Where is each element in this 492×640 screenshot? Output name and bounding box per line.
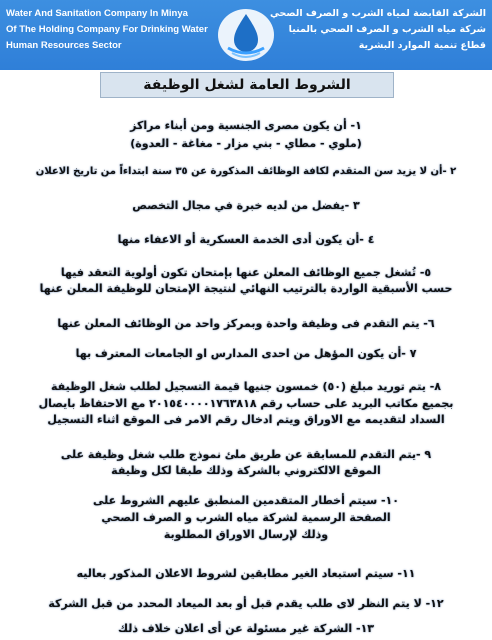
- condition-line-15: ١٠- سيتم أخطار المتقدمين المنطبق عليهم الشروط على: [93, 494, 399, 507]
- condition-line-5: ٤ -أن يكون أدى الخدمة العسكرية أو الاعفاء منها: [117, 233, 375, 246]
- header-ar-line-1: الشركة القابضة لمياه الشرب و الصرف الصحي: [269, 8, 486, 19]
- condition-line-3: ٢ -أن لا يزيد سن المتقدم لكافة الوظائف المذكورة عن ٣٥ سنة ابتداءاً من تاريخ الاعلان: [35, 166, 457, 177]
- condition-line-6: ٥- تُشغل جميع الوظائف المعلن عنها بإمتحان تكون أولوية التعقد فيها: [60, 266, 432, 279]
- condition-line-4: ٣ -يفضل من لديه خبرة في مجال التخصص: [132, 199, 360, 212]
- condition-line-18: ١١- سيتم استبعاد الغير مطابقين لشروط الاعلان المذكور بعاليه: [76, 567, 416, 580]
- condition-line-12: السداد لتقديمه مع الاوراق ويتم ادخال رقم الامر فى الموقع اثناء التسجيل: [47, 413, 445, 426]
- header-en-line-2: Of The Holding Company For Drinking Water: [6, 24, 208, 35]
- header-banner: [0, 0, 492, 70]
- condition-line-16: الصفحة الرسمية لشركة مياه الشرب و الصرف الصحي: [101, 511, 391, 524]
- header-ar-line-2: شركة مياه الشرب و الصرف الصحي بالمنيا: [288, 24, 486, 35]
- page-title: الشروط العامة لشغل الوظيفة: [143, 77, 351, 93]
- condition-line-2: (ملوي - مطاي - بني مزار - مغاغة - العدوة): [130, 137, 362, 150]
- condition-line-10: ٨- يتم توريد مبلغ (٥٠) خمسون جنيها قيمة التسجيل لطلب شغل الوظيفة: [50, 380, 441, 393]
- company-logo-icon: [214, 6, 278, 64]
- condition-line-20: ١٣- الشركة غير مسئولة عن أى اعلان خلاف ذلك: [117, 622, 375, 635]
- page-title-box: [100, 72, 394, 98]
- condition-line-11: بجميع مكاتب البريد على حساب رقم ٢٠١٥٤٠٠٠٠١٧٦٣٨١٨ مع الاحتفاظ بايصال: [38, 397, 454, 410]
- header-arabic-text: [269, 6, 486, 54]
- condition-line-7: حسب الأسبقية الواردة بالترتيب النهائي لنتيجة الإمتحان للوظيفة المعلن عنها: [39, 282, 453, 295]
- condition-line-14: الموقع الالكتروني بالشركة وذلك طبقا لكل وظيفة: [111, 464, 381, 477]
- condition-line-9: ٧ -أن يكون المؤهل من احدى المدارس او الجامعات المعترف بها: [75, 347, 417, 360]
- header-english-text: [6, 6, 206, 54]
- condition-line-13: ٩ -يتم التقدم للمسابقة عن طريق ملئ نموذج طلب شغل وظيفة على: [60, 448, 432, 461]
- condition-line-17: وذلك لإرسال الاوراق المطلوبة: [163, 528, 329, 541]
- condition-line-1: ١- أن يكون مصرى الجنسية ومن أبناء مراكز: [130, 119, 362, 132]
- header-en-line-3: Human Resources Sector: [6, 40, 122, 51]
- condition-line-8: ٦- يتم التقدم فى وظيفة واحدة وبمركز واحد من الوظائف المعلن عنها: [57, 317, 435, 330]
- header-en-line-1: Water And Sanitation Company In Minya: [6, 8, 188, 19]
- header-ar-line-3: قطاع تنمية الموارد البشرية: [358, 40, 486, 51]
- condition-line-19: ١٢- لا يتم النظر لاى طلب يقدم قبل أو بعد الميعاد المحدد من قبل الشركة: [48, 597, 444, 610]
